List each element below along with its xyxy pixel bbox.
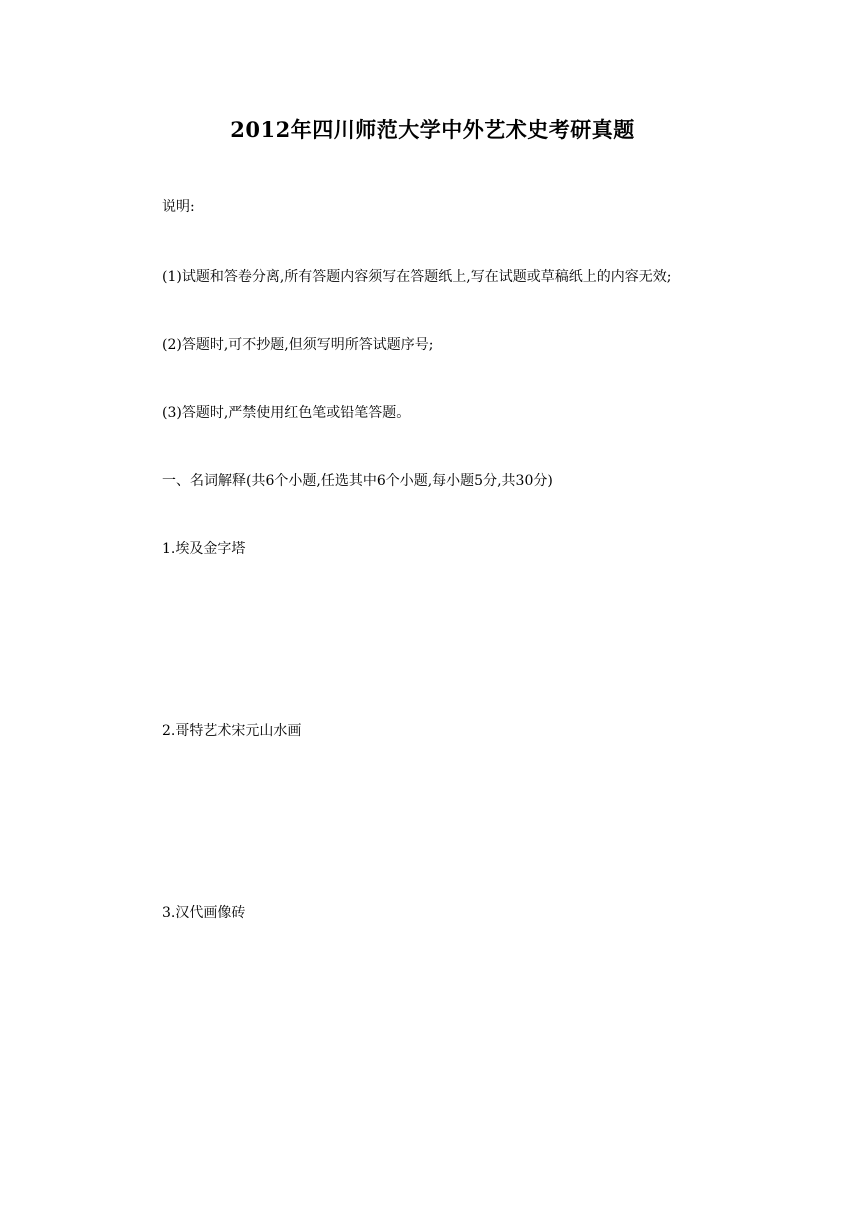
question-item-2: 2.哥特艺术宋元山水画 <box>162 723 302 739</box>
instruction-item-3: (3)答题时,严禁使用红色笔或铅笔答题。 <box>162 405 411 421</box>
question-item-3: 3.汉代画像砖 <box>162 905 246 921</box>
instructions-label: 说明: <box>162 199 195 215</box>
instruction-item-2: (2)答题时,可不抄题,但须写明所答试题序号; <box>162 337 434 353</box>
instruction-item-1: (1)试题和答卷分离,所有答题内容须写在答题纸上,写在试题或草稿纸上的内容无效; <box>162 269 672 285</box>
document-title: 2012年四川师范大学中外艺术史考研真题 <box>230 117 635 142</box>
section-heading: 一、名词解释(共6个小题,任选其中6个小题,每小题5分,共30分) <box>162 473 553 489</box>
question-item-1: 1.埃及金字塔 <box>162 541 246 557</box>
